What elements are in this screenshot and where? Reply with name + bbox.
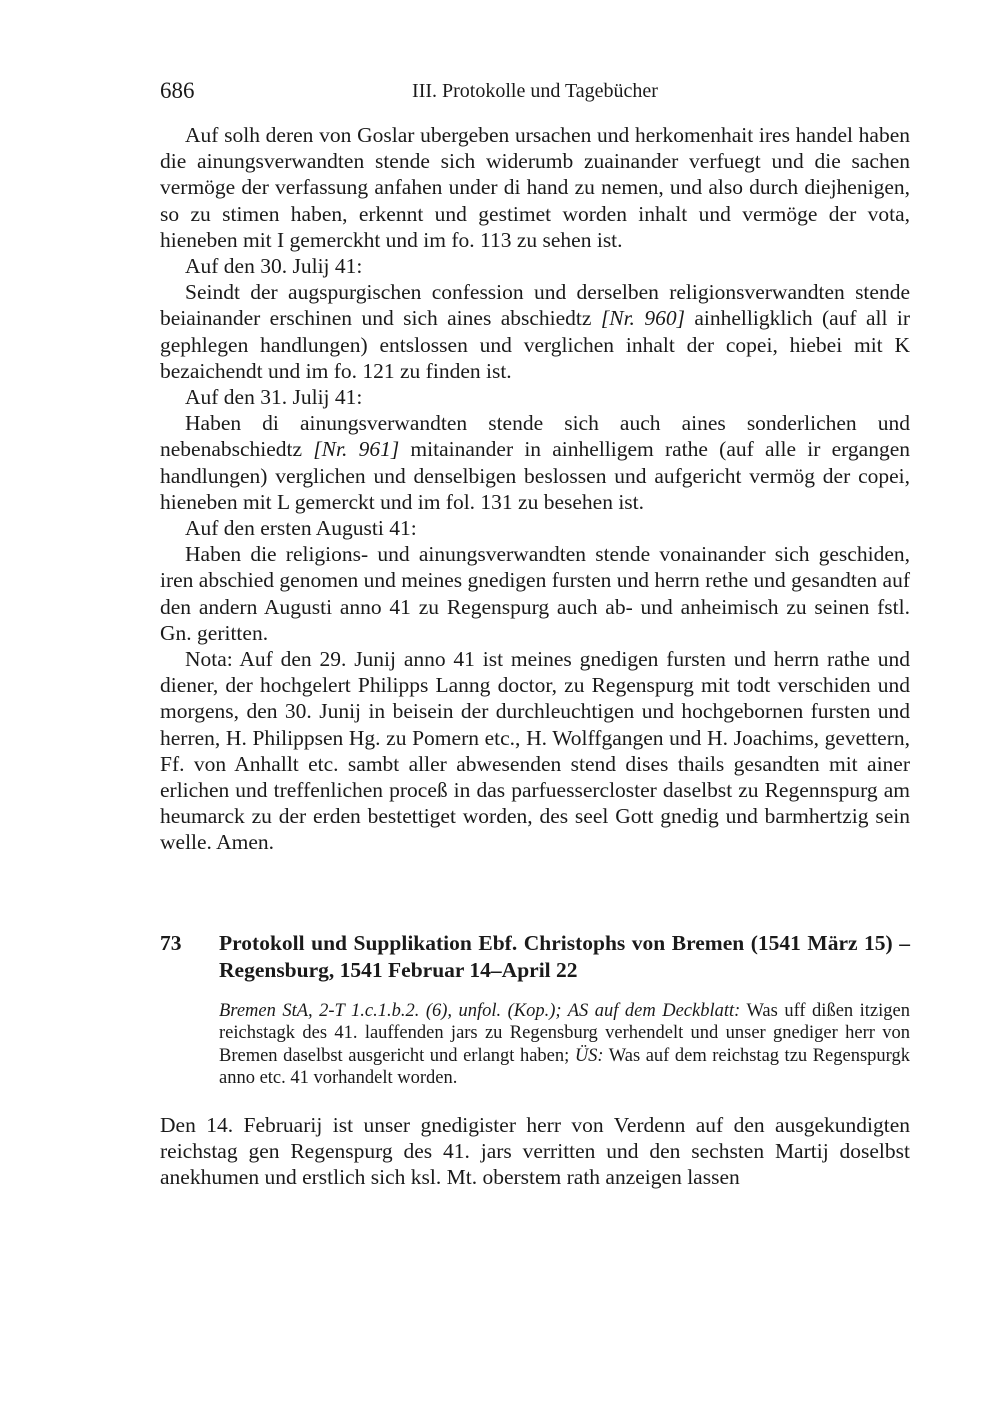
protocol-text — [160, 122, 910, 856]
document-number: 73 — [160, 931, 182, 955]
paragraph-abschied: Seindt der augspurgischen confession und derselben religionsverwandten stende beiainander erschinen und sich aines abschiedtz [Nr. 960] ainhelligklich (auf all ir gephlegen handlungen) entslossen und verglichen inhalt der copei, hiebei mit K bezaichendt und im fo. 121 zu finden ist. — [160, 280, 911, 383]
cross-reference: [Nr. 960] — [600, 306, 685, 331]
date-heading-31-julij: Auf den 31. Julij 41: — [185, 385, 363, 410]
running-head: III. Protokolle und Tagebücher — [412, 80, 658, 102]
date-heading-augusti: Auf den ersten Augusti 41: — [185, 516, 417, 541]
paragraph-nebenabschied: Haben di ainungsverwandten stende sich auch aines sonderlichen und nebenabschiedtz [Nr. 961] mitainander in ainhelligem rathe (auf alle ir ergangen handlungen) verglichen und denselbigen beslossen und aufgericht vermög der copei, hieneben mit L gemerckt und im fol. 131 zu besehen ist. — [160, 411, 910, 514]
cross-reference: [Nr. 961] — [313, 437, 400, 462]
source-note: Bremen StA, 2-T 1.c.1.b.2. (6), unfol. (Kop.); AS auf dem Deckblatt: Was uff dißen itzigen reichstagk des 41. lauffenden jars zu Regensburg verhendelt und unser gnediger herr von Bremen daselbst ausgericht und erlangt haben; ÜS: Was auf dem reichstag tzu Regenspurgk anno etc. 41 vorhandelt worden. — [219, 1001, 910, 1088]
document-body — [160, 1112, 910, 1191]
paragraph-goslar: Auf solh deren von Goslar ubergeben ursachen und herkomenhait ires handel haben die ainungsverwandten stende sich widerumb zuainander verfuegt und die sachen vermöge der verfassung anfahen under di hand zu nemen, und also durch diejhenigen, so zu stimen haben, erkennt und gestimet worden inhalt und vermöge der vota, hieneben mit I gemerckht und im fo. 113 zu sehen ist. — [160, 123, 910, 252]
paragraph-verdenn: Den 14. Februarij ist unser gnedigister herr von Verdenn auf den ausgekundigten reichstag gen Regenspurg des 41. jars verritten und den sechsten Martij doselbst anekhumen und erstlich sich ksl. Mt. oberstem rath anzeigen lassen — [160, 1113, 910, 1190]
document-title: Protokoll und Supplikation Ebf. Christophs von Bremen (1541 März 15) – Regensburg, 1541 Februar 14–April 22 — [219, 931, 910, 982]
paragraph-departure: Haben die religions- und ainungsverwandten stende vonainander sich geschiden, iren abschied genomen und meines gnedigen fursten und herrn rethe und gesandten auf den andern Augusti anno 41 zu Regenspurg auch ab- und anheimisch zu seinen fstl. Gn. geritten. — [160, 542, 910, 645]
paragraph-nota: Nota: Auf den 29. Junij anno 41 ist meines gnedigen fursten und herrn rathe und diener, der hochgelert Philipps Lanng doctor, zu Regenspurg mit todt verschiden und morgens, den 30. Junij in beisein der durchleuchtigen und hochgebornen fursten und herren, H. Philippsen Hg. zu Pomern etc., H. Wolffgangen und H. Joachims, gevettern, Ff. von Anhallt etc. sambt aller abwesenden stend dises thails gesandten mit ainer erlichen und treffenlichen proceß in das parfuessercloster daselbst zu Regennspurg am heumarck zu der erden bestettiget worden, des seel Gott gnedig und barmhertzig sein welle. Amen. — [160, 647, 910, 855]
date-heading-30-julij: Auf den 30. Julij 41: — [185, 254, 363, 279]
page-number: 686 — [160, 78, 195, 103]
page-header — [160, 78, 910, 108]
